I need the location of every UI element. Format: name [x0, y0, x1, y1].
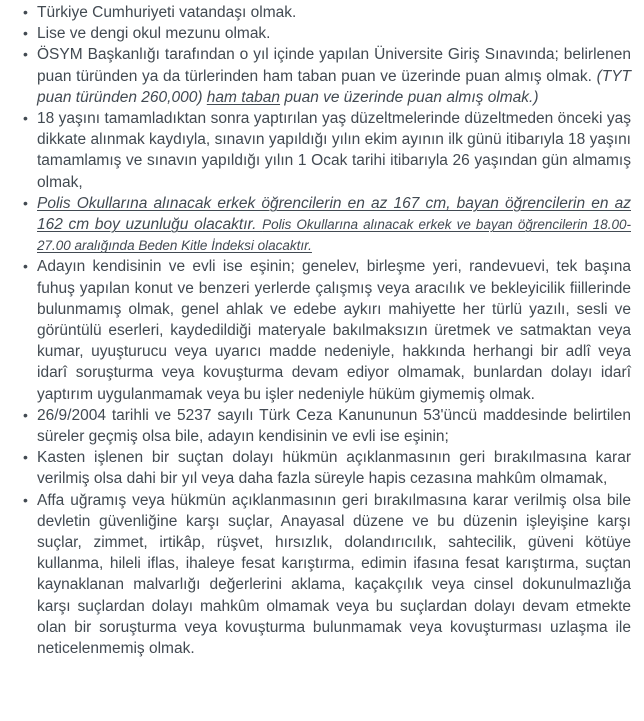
requirement-no-prison-sentence: [22, 447, 631, 489]
requirement-age-limit: [22, 108, 631, 193]
requirement-text: 18 yaşını tamamladıktan sonra yaptırılan yaş düzeltmelerinde düzeltmeden önceki yaş dikkate alınmak kaydıyla, sınavın yapıldığı yılın ekim ayının ilk günü itibarıyla 18 yaşını tamamlamış ve sınavın yapıldığı yılın 1 Ocak tarihi itibarıyla 26 yaşından gün almamış olmak,: [37, 110, 631, 191]
requirement-text-italic: puan ve üzerinde puan almış olmak.): [280, 88, 539, 106]
requirement-citizenship: [22, 2, 631, 23]
requirement-text-italic-underline-small: Polis Okullarına alınacak erkek ve bayan öğrencilerin 18.00-27.00 aralığında Beden Kitle İndeksi olacaktır.: [37, 217, 631, 254]
requirement-text: ÖSYM Başkanlığı tarafından o yıl içinde yapılan Üniversite Giriş Sınavında; belirlenen puan türünden ya da türlerinden ham taban puan ve üzerinde puan almış olmak.: [37, 46, 631, 85]
requirement-height-bmi: [22, 193, 631, 257]
requirement-text-italic-underline: Polis Okullarına alınacak erkek öğrencilerin en az 167 cm, bayan öğrencilerin en az 162 cm boy uzunluğu olacaktır.: [37, 194, 631, 234]
requirement-no-listed-crimes: [22, 490, 631, 660]
requirement-text-italic-underline: ham taban: [206, 88, 281, 106]
requirement-education: [22, 23, 631, 44]
requirements-list: [22, 2, 631, 659]
requirement-text-italic: (TYT puan türünden 260,000): [37, 67, 631, 106]
requirement-text: Affa uğramış veya hükmün açıklanmasının geri bırakılmasına karar verilmiş olsa bile devletin güvenliğine karşı suçlar, Anayasal düzene ve bu düzenin işleyişine karşı suçlar, zimmet, irtikâp, rüşvet, hırsızlık, dolandırıcılık, sahtecilik, güveni kötüye kullanma, hileli iflas, ihaleye fesat karıştırma, edimin ifasına fesat karıştırma, suçtan kaynaklanan malvarlığı değerlerini aklama, kaçakçılık veya cinsel dokunulmazlığa karşı suçlardan dolayı mahkûm olmamak veya bu suçlardan dolayı devam etmekte olan bir soruşturma veya kovuşturma bulunmamak veya kovuşturması uzlaşma ile neticelenmemiş olmak.: [37, 491, 631, 658]
requirement-penal-code-53: [22, 405, 631, 447]
requirement-text: Kasten işlenen bir suçtan dolayı hükmün açıklanmasının geri bırakılmasına karar verilmiş olsa dahi bir yıl veya daha fazla süreyle hapis cezasına mahkûm olmamak,: [37, 449, 631, 488]
requirement-text: 26/9/2004 tarihli ve 5237 sayılı Türk Ceza Kanununun 53'üncü maddesinde belirtilen süreler geçmiş olsa bile, adayın kendisinin ve evli ise eşinin;: [37, 406, 631, 446]
requirement-text: Türkiye Cumhuriyeti vatandaşı olmak.: [37, 4, 297, 21]
requirement-exam-score: [22, 44, 631, 108]
requirement-moral-conduct: [22, 256, 631, 404]
requirement-text: Adayın kendisinin ve evli ise eşinin; genelev, birleşme yeri, randevuevi, tek başına fuhuş yapılan konut ve benzeri yerlerde çalışmış veya aracılık ve bekleyicilik fiillerinde bulunmamış olmak, genel ahlak ve edebe aykırı mahiyette her türlü yazılı, sesli ve görüntülü eserleri, kaydedildiği materyale bakılmaksızın üretmek ve satmaktan veya kumar, uyuşturucu veya uyarıcı madde nedeniyle, hakkında herhangi bir adlî veya idarî soruşturma veya kovuşturma devam ediyor olmamak, bunlardan dolayı idarî yaptırım uygulanmamak veya bu işler nedeniyle hüküm giymemiş olmak.: [37, 258, 631, 403]
requirement-text: Lise ve dengi okul mezunu olmak.: [37, 25, 271, 43]
